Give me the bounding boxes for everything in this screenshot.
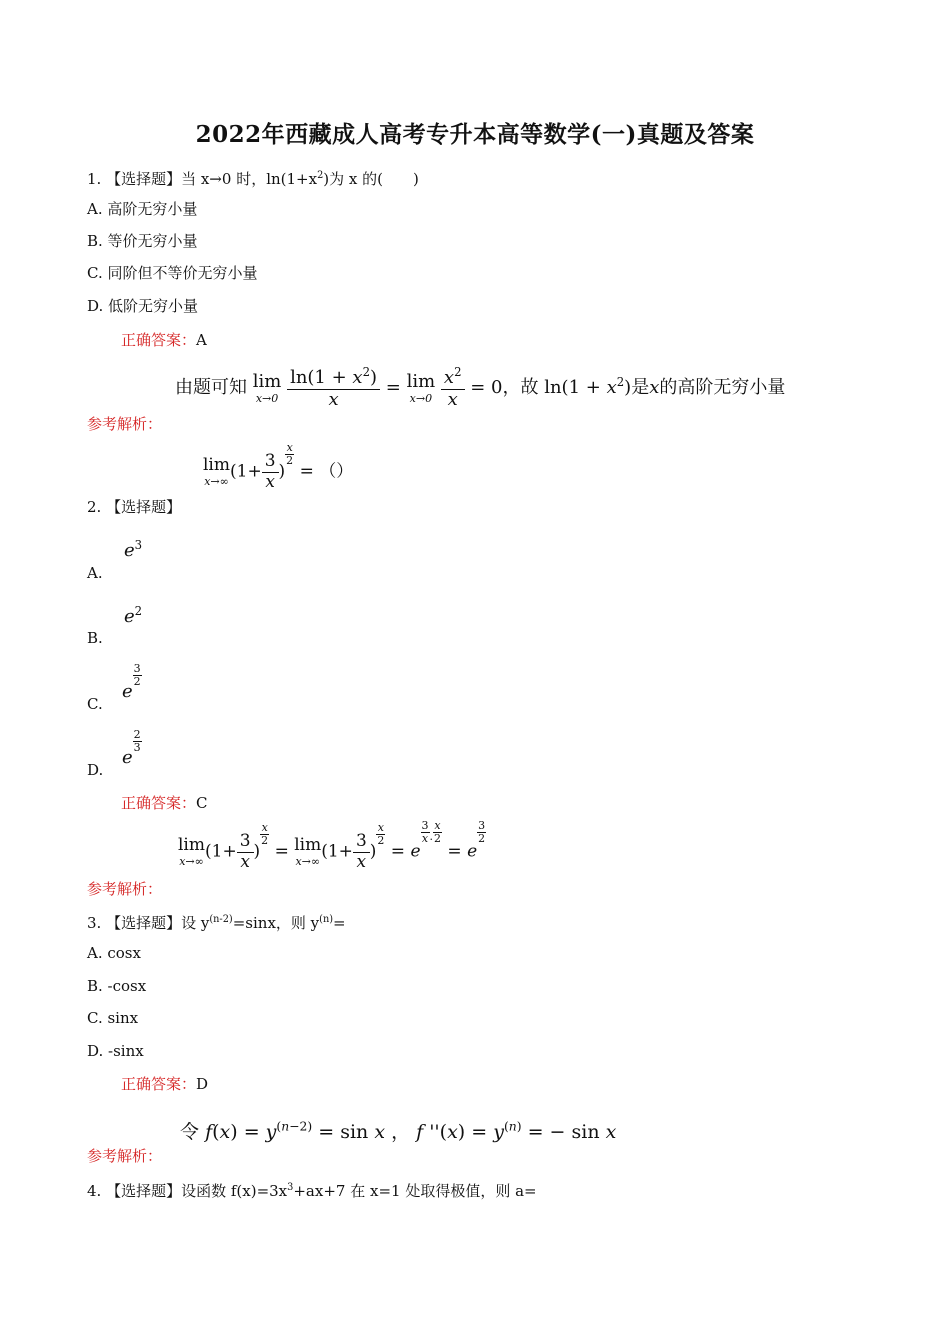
exponent-fraction: $\frac{x}{2}$ [286,441,294,467]
option-d-formula: e $\frac{2}{3}$ [122,728,141,768]
exponent-fraction: $\frac{3}{2}$ [133,662,141,688]
exponent-fraction: $\frac{x}{2}$ [261,821,269,847]
fraction: $\frac{3}{x}$ [237,832,254,872]
question-1-solution-formula: 由题可知 lim x→0 $\frac{\ln(1 + x^2)}{x}$ = lim x→0 $\frac{x^2}{x}$ = 0，故 $\ln(1 + x^2)$是x的高阶无穷小量 [175,365,786,410]
fraction: $\frac{3}{x}$ [353,832,370,872]
question-2-formula: lim x→∞ (1+ $\frac{3}{x}$ ) $\frac{x}{2}$ = （） [203,441,354,492]
question-1-reference-label: 参考解析： [87,415,163,433]
solution-text: 由题可知 [175,377,247,399]
question-4-text: 4. 【选择题】设函数 f(x)=3x [87,1182,288,1200]
question-3-text: 3. 【选择题】设 y [87,914,210,932]
answer-value: A [196,331,207,349]
question-3-option-b: B. -cosx [87,977,147,995]
limit-symbol: lim x→0 [406,370,436,405]
option-a-formula: $e^3$ [124,538,143,561]
question-2-answer [121,792,208,813]
exponent-fraction: $\frac{x}{2}$ [434,819,442,845]
option-c-formula: e $\frac{3}{2}$ [122,662,141,702]
question-1-option-a: A. 高阶无穷小量 [87,200,198,218]
question-3-option-d: D. -sinx [87,1042,144,1060]
question-2-option-a: A. [87,564,103,582]
question-1-text-end: )为 x 的( ) [323,170,419,188]
question-2-solution-formula: lim x→∞ (1+ $\frac{3}{x}$ ) $\frac{x}{2}$ = lim x→∞ (1+ $\frac{3}{x}$ ) $\frac{x}{2}$ = e $\frac{3}{x}$ · $\frac{x}{2}$ = e $\frac{3}{2}$ [178,819,486,872]
answer-blank: （） [319,461,354,482]
solution-text: ，故 [502,377,539,399]
question-3-stem [87,910,346,933]
question-3-option-c: C. sinx [87,1009,139,1027]
question-3-answer [121,1073,208,1094]
limit-symbol: lim x→∞ [294,835,322,869]
question-3-text-mid: =sinx，则 y [232,914,320,932]
question-1-option-d: D. 低阶无穷小量 [87,297,199,315]
fraction: $\frac{\ln(1 + x^2)}{x}$ [287,366,380,410]
question-1-option-c: C. 同阶但不等价无穷小量 [87,264,258,282]
question-2-reference-label: 参考解析： [87,880,163,898]
question-2-stem: 2. 【选择题】 [87,498,182,516]
limit-symbol: lim x→∞ [203,455,230,489]
question-3-option-a: A. cosx [87,944,141,962]
exponent-fraction: $\frac{x}{2}$ [377,821,385,847]
question-3-reference-label: 参考解析： [87,1147,163,1165]
answer-value: C [196,794,208,812]
question-1-stem [87,166,419,189]
exponent-fraction: $\frac{3}{x}$ [421,819,429,845]
answer-label: 正确答案： [121,794,197,812]
solution-text: 令 [180,1121,200,1143]
solution-variable: x [649,377,660,399]
question-2-option-c: C. [87,695,103,713]
answer-label: 正确答案： [121,1075,197,1093]
question-1-option-b: B. 等价无穷小量 [87,232,198,250]
question-1-sup: 2 [317,170,324,181]
exponent-fraction: $\frac{3}{2}$ [478,819,486,845]
option-b-formula: $e^2$ [124,604,143,627]
answer-value: D [196,1075,209,1093]
question-1-text: 1. 【选择题】当 x→0 时，ln(1+x [87,170,318,188]
exponent-fraction: $\frac{2}{3}$ [133,728,141,754]
question-3-sup: (n) [319,914,334,925]
question-3-solution-formula: 令 $f(x) = y^{(n-2)} = \sin x$ ， f ''$(x) = y^{(n)}$ = − sin x [180,1119,617,1143]
question-2-option-b: B. [87,629,103,647]
question-3-text-end: = [333,914,346,932]
fraction: $\frac{3}{x}$ [262,452,279,492]
answer-label: 正确答案： [121,331,197,349]
question-3-sup: (n-2) [209,914,233,925]
document-title: 2022年西藏成人高考专升本高等数学(一)真题及答案 [195,121,755,148]
limit-symbol: lim x→0 [252,370,282,405]
solution-text: 是 [631,377,650,399]
question-4-text-end: +ax+7 在 x=1 处取得极值，则 a= [293,1182,537,1200]
limit-symbol: lim x→∞ [178,835,205,869]
fraction: $\frac{x^2}{x}$ [441,366,465,410]
question-4-stem [87,1178,537,1201]
question-1-answer [121,329,207,350]
question-4-sup: 3 [287,1182,294,1193]
question-2-option-d: D. [87,761,104,779]
solution-text: 的高阶无穷小量 [659,377,786,399]
